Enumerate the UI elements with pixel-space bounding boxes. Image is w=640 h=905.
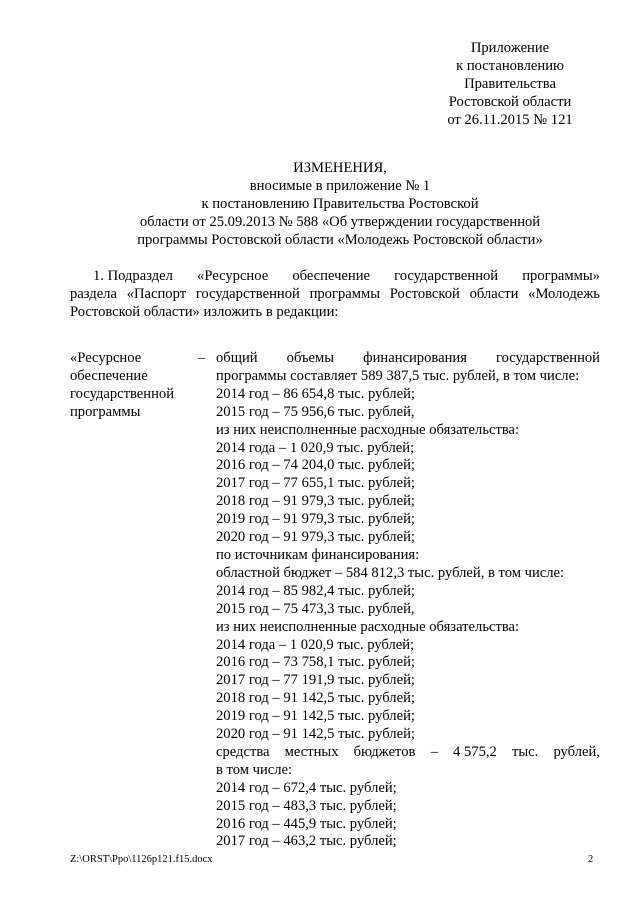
title-line: вносимые в приложение № 1 — [249, 177, 431, 194]
intro-line-2 — [70, 286, 600, 304]
appendix-line: Приложение — [470, 40, 550, 56]
appendix-block — [400, 40, 620, 130]
label-line: программы — [70, 403, 141, 420]
page-number: 2 — [588, 854, 594, 865]
content-word: 4 575,2 — [453, 743, 497, 760]
content-line: 2019 год – 91 142,5 тыс. рублей; — [216, 708, 415, 725]
content-line: 2014 года – 1 020,9 тыс. рублей; — [216, 439, 415, 456]
content-word: государственной — [495, 350, 600, 366]
intro-word: области — [469, 285, 519, 302]
content-line: 2017 год – 463,2 тыс. рублей; — [216, 833, 397, 850]
content-line: программы составляет 589 387,5 тыс. рублей, в том числе: — [216, 367, 580, 384]
content-line: 2017 год – 77 655,1 тыс. рублей; — [216, 475, 415, 492]
content-word: рублей, — [553, 743, 600, 760]
content-line: 2015 год – 75 473,3 тыс. рублей, — [216, 600, 415, 617]
intro-word: 1. Подраздел — [93, 268, 173, 284]
content-line: 2015 год – 75 956,6 тыс. рублей, — [216, 403, 415, 420]
resource-label — [70, 350, 200, 422]
content-word: бюджетов — [353, 743, 416, 760]
content-line: областной бюджет – 584 812,3 тыс. рублей, в том числе: — [216, 564, 565, 581]
content-line: из них неисполненные расходные обязательства: — [216, 421, 520, 438]
intro-word: «Молодежь — [528, 285, 600, 302]
content-line: по источникам финансирования: — [216, 546, 420, 563]
content-line: 2014 год – 672,4 тыс. рублей; — [216, 779, 397, 796]
content-line: в том числе: — [216, 761, 293, 778]
content-line: 2020 год – 91 979,3 тыс. рублей; — [216, 529, 415, 546]
content-word: объемы — [286, 350, 335, 366]
intro-word: раздела — [70, 285, 117, 302]
content-line: 2019 год – 91 979,3 тыс. рублей; — [216, 511, 415, 528]
content-line: 2014 года – 1 020,9 тыс. рублей; — [216, 636, 415, 653]
content-line: 2015 год – 483,3 тыс. рублей; — [216, 797, 397, 814]
content-line: 2016 год – 74 204,0 тыс. рублей; — [216, 457, 415, 474]
title-line: к постановлению Правительства Ростовской — [201, 195, 479, 212]
content-word: тыс. — [511, 743, 539, 760]
content-word: средства — [216, 743, 270, 760]
content-line: 2014 год – 85 982,4 тыс. рублей; — [216, 582, 415, 599]
intro-line-1 — [70, 268, 600, 286]
intro-word: Ростовской — [389, 285, 460, 302]
content-word: общий — [216, 350, 258, 366]
content-line: 2016 год – 445,9 тыс. рублей; — [216, 815, 397, 832]
content-word: финансирования — [363, 350, 467, 366]
content-local-budget-line — [216, 744, 600, 762]
label-line: государственной — [70, 385, 175, 402]
appendix-line: Ростовской области — [448, 93, 572, 110]
label-line: «Ресурсное — [70, 350, 142, 366]
content-line: 2020 год – 91 142,5 тыс. рублей; — [216, 726, 415, 743]
document-title — [60, 160, 620, 250]
intro-word: обеспечение — [292, 268, 370, 284]
content-first-line — [216, 350, 600, 368]
title-line: области от 25.09.2013 № 588 «Об утверждении государственной — [139, 213, 541, 230]
content-word: местных — [284, 743, 339, 760]
content-line: 2014 год – 86 654,8 тыс. рублей; — [216, 385, 415, 402]
title-line: программы Ростовской области «Молодежь Ростовской области» — [137, 231, 543, 248]
intro-paragraph — [70, 268, 600, 322]
label-dash: – — [198, 350, 206, 366]
content-line: 2016 год – 73 758,1 тыс. рублей; — [216, 654, 415, 671]
appendix-line: Правительства — [464, 75, 556, 92]
intro-word: «Паспорт — [126, 285, 187, 302]
intro-word: программы — [309, 285, 381, 302]
resource-content — [216, 350, 600, 851]
content-line: 2017 год – 77 191,9 тыс. рублей; — [216, 672, 415, 689]
content-word: – — [430, 743, 438, 760]
content-line: из них неисполненные расходные обязательства: — [216, 618, 520, 635]
intro-word: «Ресурсное — [197, 268, 269, 284]
intro-word: государственной — [195, 285, 300, 302]
content-line: 2018 год – 91 142,5 тыс. рублей; — [216, 690, 415, 707]
content-line: 2018 год – 91 979,3 тыс. рублей; — [216, 493, 415, 510]
footer-file-path: Z:\ORST\Ppo\1126p121.f15.docx — [70, 854, 213, 865]
title-heading: ИЗМЕНЕНИЯ, — [293, 160, 387, 176]
intro-word: программы» — [522, 268, 600, 284]
intro-word: государственной — [394, 268, 499, 284]
intro-line-3: Ростовской области» изложить в редакции: — [70, 303, 339, 320]
appendix-line: к постановлению — [456, 57, 564, 74]
label-line: обеспечение — [70, 367, 148, 384]
appendix-line: от 26.11.2015 № 121 — [447, 111, 573, 128]
